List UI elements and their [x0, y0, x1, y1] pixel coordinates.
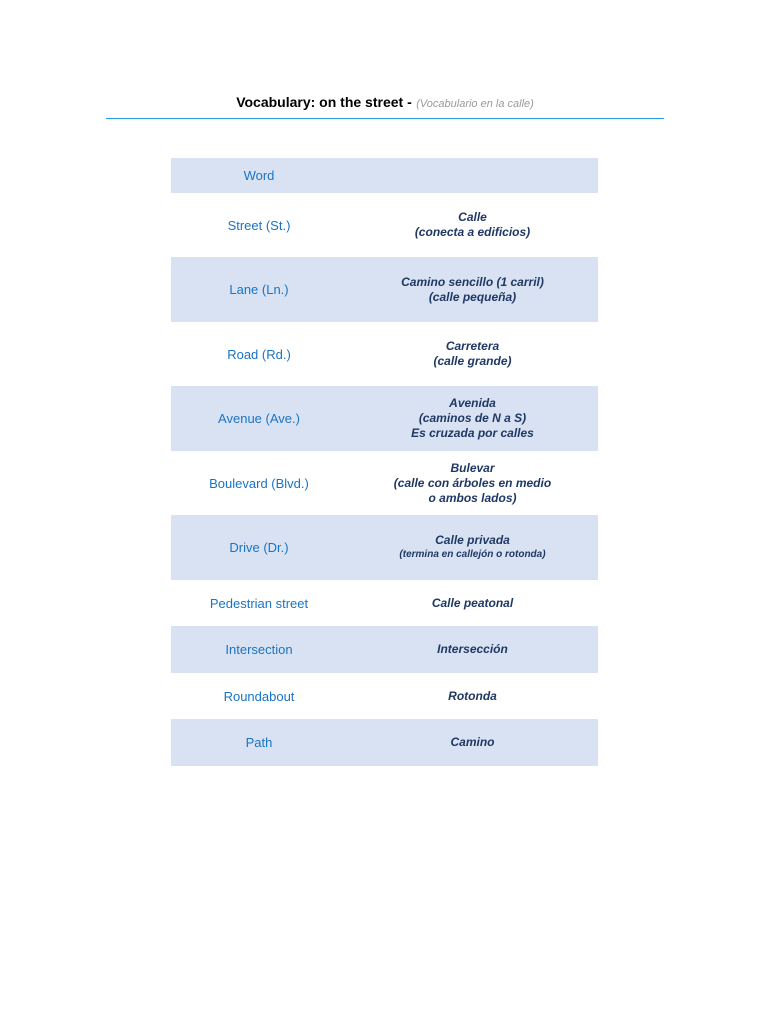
table-row [171, 673, 598, 719]
translation-cell [347, 626, 598, 673]
table-row [171, 515, 598, 580]
word-cell: Pedestrian street [209, 595, 309, 611]
header-translation [347, 158, 598, 193]
translation-line: Rotonda [448, 688, 497, 703]
word-cell: Drive (Dr.) [229, 540, 289, 555]
word-cell: Boulevard (Blvd.) [209, 475, 309, 491]
translation-line: Avenida [449, 396, 496, 410]
translation-line: Bulevar [450, 460, 495, 475]
title-subtitle: (Vocabulario en la calle) [416, 98, 534, 110]
translation-line: Camino [450, 735, 495, 749]
translation-line: (calle grande) [433, 354, 512, 368]
translation-line: (conecta a edificios) [414, 225, 531, 239]
word-cell: Avenue (Ave.) [218, 411, 300, 426]
translation-cell [347, 451, 598, 515]
translation-line: (calle pequeña) [428, 289, 517, 304]
translation-cell [347, 257, 598, 322]
title-main: Vocabulary: on the street - [236, 94, 412, 110]
word-cell: Road (Rd.) [227, 346, 291, 362]
word-cell: Street (St.) [227, 217, 291, 233]
translation-cell [347, 515, 598, 580]
translation-line: Calle peatonal [431, 595, 514, 610]
translation-cell [347, 673, 598, 719]
table-row [171, 322, 598, 386]
title-divider [106, 118, 664, 119]
translation-line: Carretera [445, 339, 500, 353]
word-cell: Intersection [225, 642, 293, 657]
translation-line: (caminos de N a S) [418, 411, 527, 425]
translation-line: (termina en callejón o rotonda) [399, 549, 546, 560]
translation-cell [347, 719, 598, 766]
translation-line: (calle con árboles en medio [393, 475, 552, 490]
vocabulary-table [171, 158, 598, 766]
word-cell: Lane (Ln.) [229, 282, 289, 297]
translation-cell [347, 580, 598, 626]
table-row [171, 719, 598, 766]
translation-cell [347, 193, 598, 257]
translation-cell [347, 386, 598, 451]
translation-cell [347, 322, 598, 386]
table-header-row [171, 158, 598, 193]
word-cell: Path [245, 735, 273, 750]
translation-line: Calle privada [435, 533, 510, 547]
translation-line: Camino sencillo (1 carril) [401, 274, 544, 289]
translation-line: Intersección [437, 642, 508, 656]
table-row [171, 193, 598, 257]
translation-line: Calle [458, 210, 487, 224]
header-word: Word [243, 168, 275, 183]
table-row [171, 386, 598, 451]
translation-line: o ambos lados) [428, 490, 517, 505]
table-row [171, 580, 598, 626]
page-title [106, 92, 664, 114]
word-cell: Roundabout [223, 688, 295, 704]
table-row [171, 451, 598, 515]
translation-line: Es cruzada por calles [411, 426, 534, 440]
table-row [171, 626, 598, 673]
table-row [171, 257, 598, 322]
